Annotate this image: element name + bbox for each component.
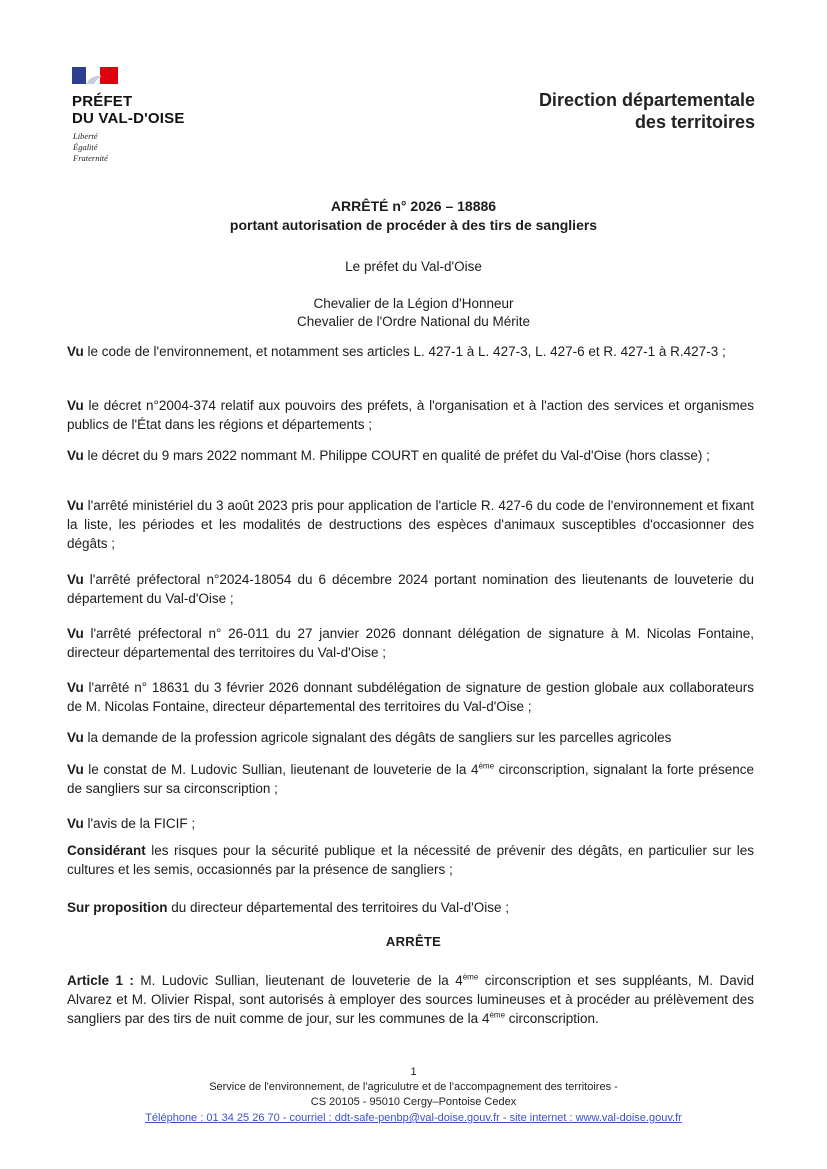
visa-paragraph [67, 624, 754, 662]
prefet-line: Le préfet du Val-d'Oise [345, 259, 482, 274]
ordinal-superscript: ème [462, 972, 479, 982]
visa-lead: Vu [67, 626, 84, 641]
visa-text: l'arrêté préfectoral n° 26-011 du 27 janvier 2026 donnant délégation de signature à M. Nicolas Fontaine, directeur départemental des territoires du Val-d'Oise ; [67, 626, 754, 660]
prefet-line1: PRÉFET [72, 93, 133, 110]
visa-lead: Vu [67, 498, 84, 513]
visa-lead: Vu [67, 816, 84, 831]
visa-paragraph [67, 396, 754, 434]
visa-text: le décret du 9 mars 2022 nommant M. Philippe COURT en qualité de préfet du Val-d'Oise (hors classe) ; [83, 448, 710, 463]
visa-paragraph [67, 678, 754, 716]
motto-liberte: Liberté [73, 131, 98, 141]
article-1-text: circonscription et ses suppléants, M. David Alvarez et M. Olivier Rispal, sont autorisés à employer des sources lumineuses et à procéder au prélèvement des sangliers par des tirs de nuit comme de jour, sur les communes de la 4 [67, 973, 754, 1026]
proposition-text: du directeur départemental des territoires du Val-d'Oise ; [167, 900, 509, 915]
visa-lead: Vu [67, 762, 84, 777]
visa-paragraph [67, 728, 754, 747]
visa-lead: Vu [67, 572, 84, 587]
visa-text: l'arrêté ministériel du 3 août 2023 pris pour application de l'article R. 427-6 du code de l'environnement et fixant la liste, les périodes et les modalités de destructions des espèces d'animaux susceptibles d'occasionner des dégâts ; [67, 498, 754, 551]
visa-text: le décret n°2004-374 relatif aux pouvoirs des préfets, à l'organisation et à l'action des services et organismes publics de l'État dans les régions et départements ; [67, 398, 754, 432]
visa-paragraph [67, 760, 754, 798]
direction-title [539, 89, 755, 133]
proposition-paragraph [67, 898, 754, 917]
distinction-merite: Chevalier de l'Ordre National du Mérite [297, 314, 530, 329]
visa-text: la demande de la profession agricole signalant des dégâts de sangliers sur les parcelles agricoles [83, 730, 672, 745]
document-title [0, 197, 827, 235]
visa-text: le constat de M. Ludovic Sullian, lieutenant de louveterie de la 4 [83, 762, 479, 777]
title-number: ARRÊTÉ n° 2026 – 18886 [330, 198, 497, 214]
footer-service: Service de l'environnement, de l'agriculutre et de l'accompagnement des territoires - [209, 1081, 618, 1093]
direction-line1: Direction départementale [538, 90, 755, 110]
republic-flag-logo [72, 67, 118, 84]
article-1-text: M. Ludovic Sullian, lieutenant de louveterie de la 4 [133, 973, 463, 988]
direction-line2: des territoires [634, 112, 755, 132]
visa-text: circonscription, signalant la forte présence de sangliers sur sa circonscription ; [67, 762, 754, 796]
motto-egalite: Égalité [73, 142, 98, 152]
prefet-line2: DU VAL-D'OISE [72, 110, 185, 127]
visa-lead: Vu [67, 398, 84, 413]
visa-paragraph [67, 342, 754, 361]
distinction-legion: Chevalier de la Légion d'Honneur [313, 296, 514, 311]
visa-paragraph [67, 496, 754, 553]
article-1-paragraph [67, 971, 754, 1028]
visa-paragraph [67, 570, 754, 608]
considerant-lead: Considérant [67, 843, 146, 858]
visa-paragraph [67, 814, 754, 833]
arrete-heading: ARRÊTE [385, 934, 442, 949]
visa-lead: Vu [67, 448, 84, 463]
ordinal-superscript: ème [489, 1010, 506, 1020]
visa-paragraph [67, 446, 754, 465]
visa-text: l'arrêté préfectoral n°2024-18054 du 6 décembre 2024 portant nomination des lieutenants de louveterie du département du Val-d'Oise ; [67, 572, 754, 606]
motto-fraternite: Fraternité [73, 153, 108, 163]
visa-lead: Vu [67, 680, 84, 695]
ordinal-superscript: ème [478, 761, 495, 771]
title-subject: portant autorisation de procéder à des tirs de sangliers [229, 217, 598, 233]
page-number: 1 [410, 1066, 417, 1078]
article-1-lead: Article 1 : [67, 973, 134, 988]
footer-contact-link[interactable]: Téléphone : 01 34 25 26 70 - courriel : ddt-safe-penbp@val-doise.gouv.fr - site internet : www.val-doise.gouv.fr [145, 1112, 682, 1124]
article-1-text: circonscription. [505, 1011, 599, 1026]
footer-address: CS 20105 - 95010 Cergy–Pontoise Cedex [310, 1096, 517, 1108]
considerant-paragraph [67, 841, 754, 879]
republic-motto [73, 131, 108, 164]
visa-lead: Vu [67, 344, 84, 359]
visa-text: l'arrêté n° 18631 du 3 février 2026 donnant subdélégation de signature de gestion globale aux collaborateurs de M. Nicolas Fontaine, directeur départemental des territoires du Val-d'Oise ; [67, 680, 754, 714]
visa-text: l'avis de la FICIF ; [83, 816, 196, 831]
prefet-logo-text [72, 93, 185, 127]
considerant-text: les risques pour la sécurité publique et la nécessité de prévenir des dégâts, en particulier sur les cultures et les semis, occasionnés par la présence de sangliers ; [67, 843, 754, 877]
proposition-lead: Sur proposition [67, 900, 168, 915]
visa-lead: Vu [67, 730, 84, 745]
visa-text: le code de l'environnement, et notamment ses articles L. 427-1 à L. 427-3, L. 427-6 et R. 427-1 à R.427-3 ; [83, 344, 726, 359]
